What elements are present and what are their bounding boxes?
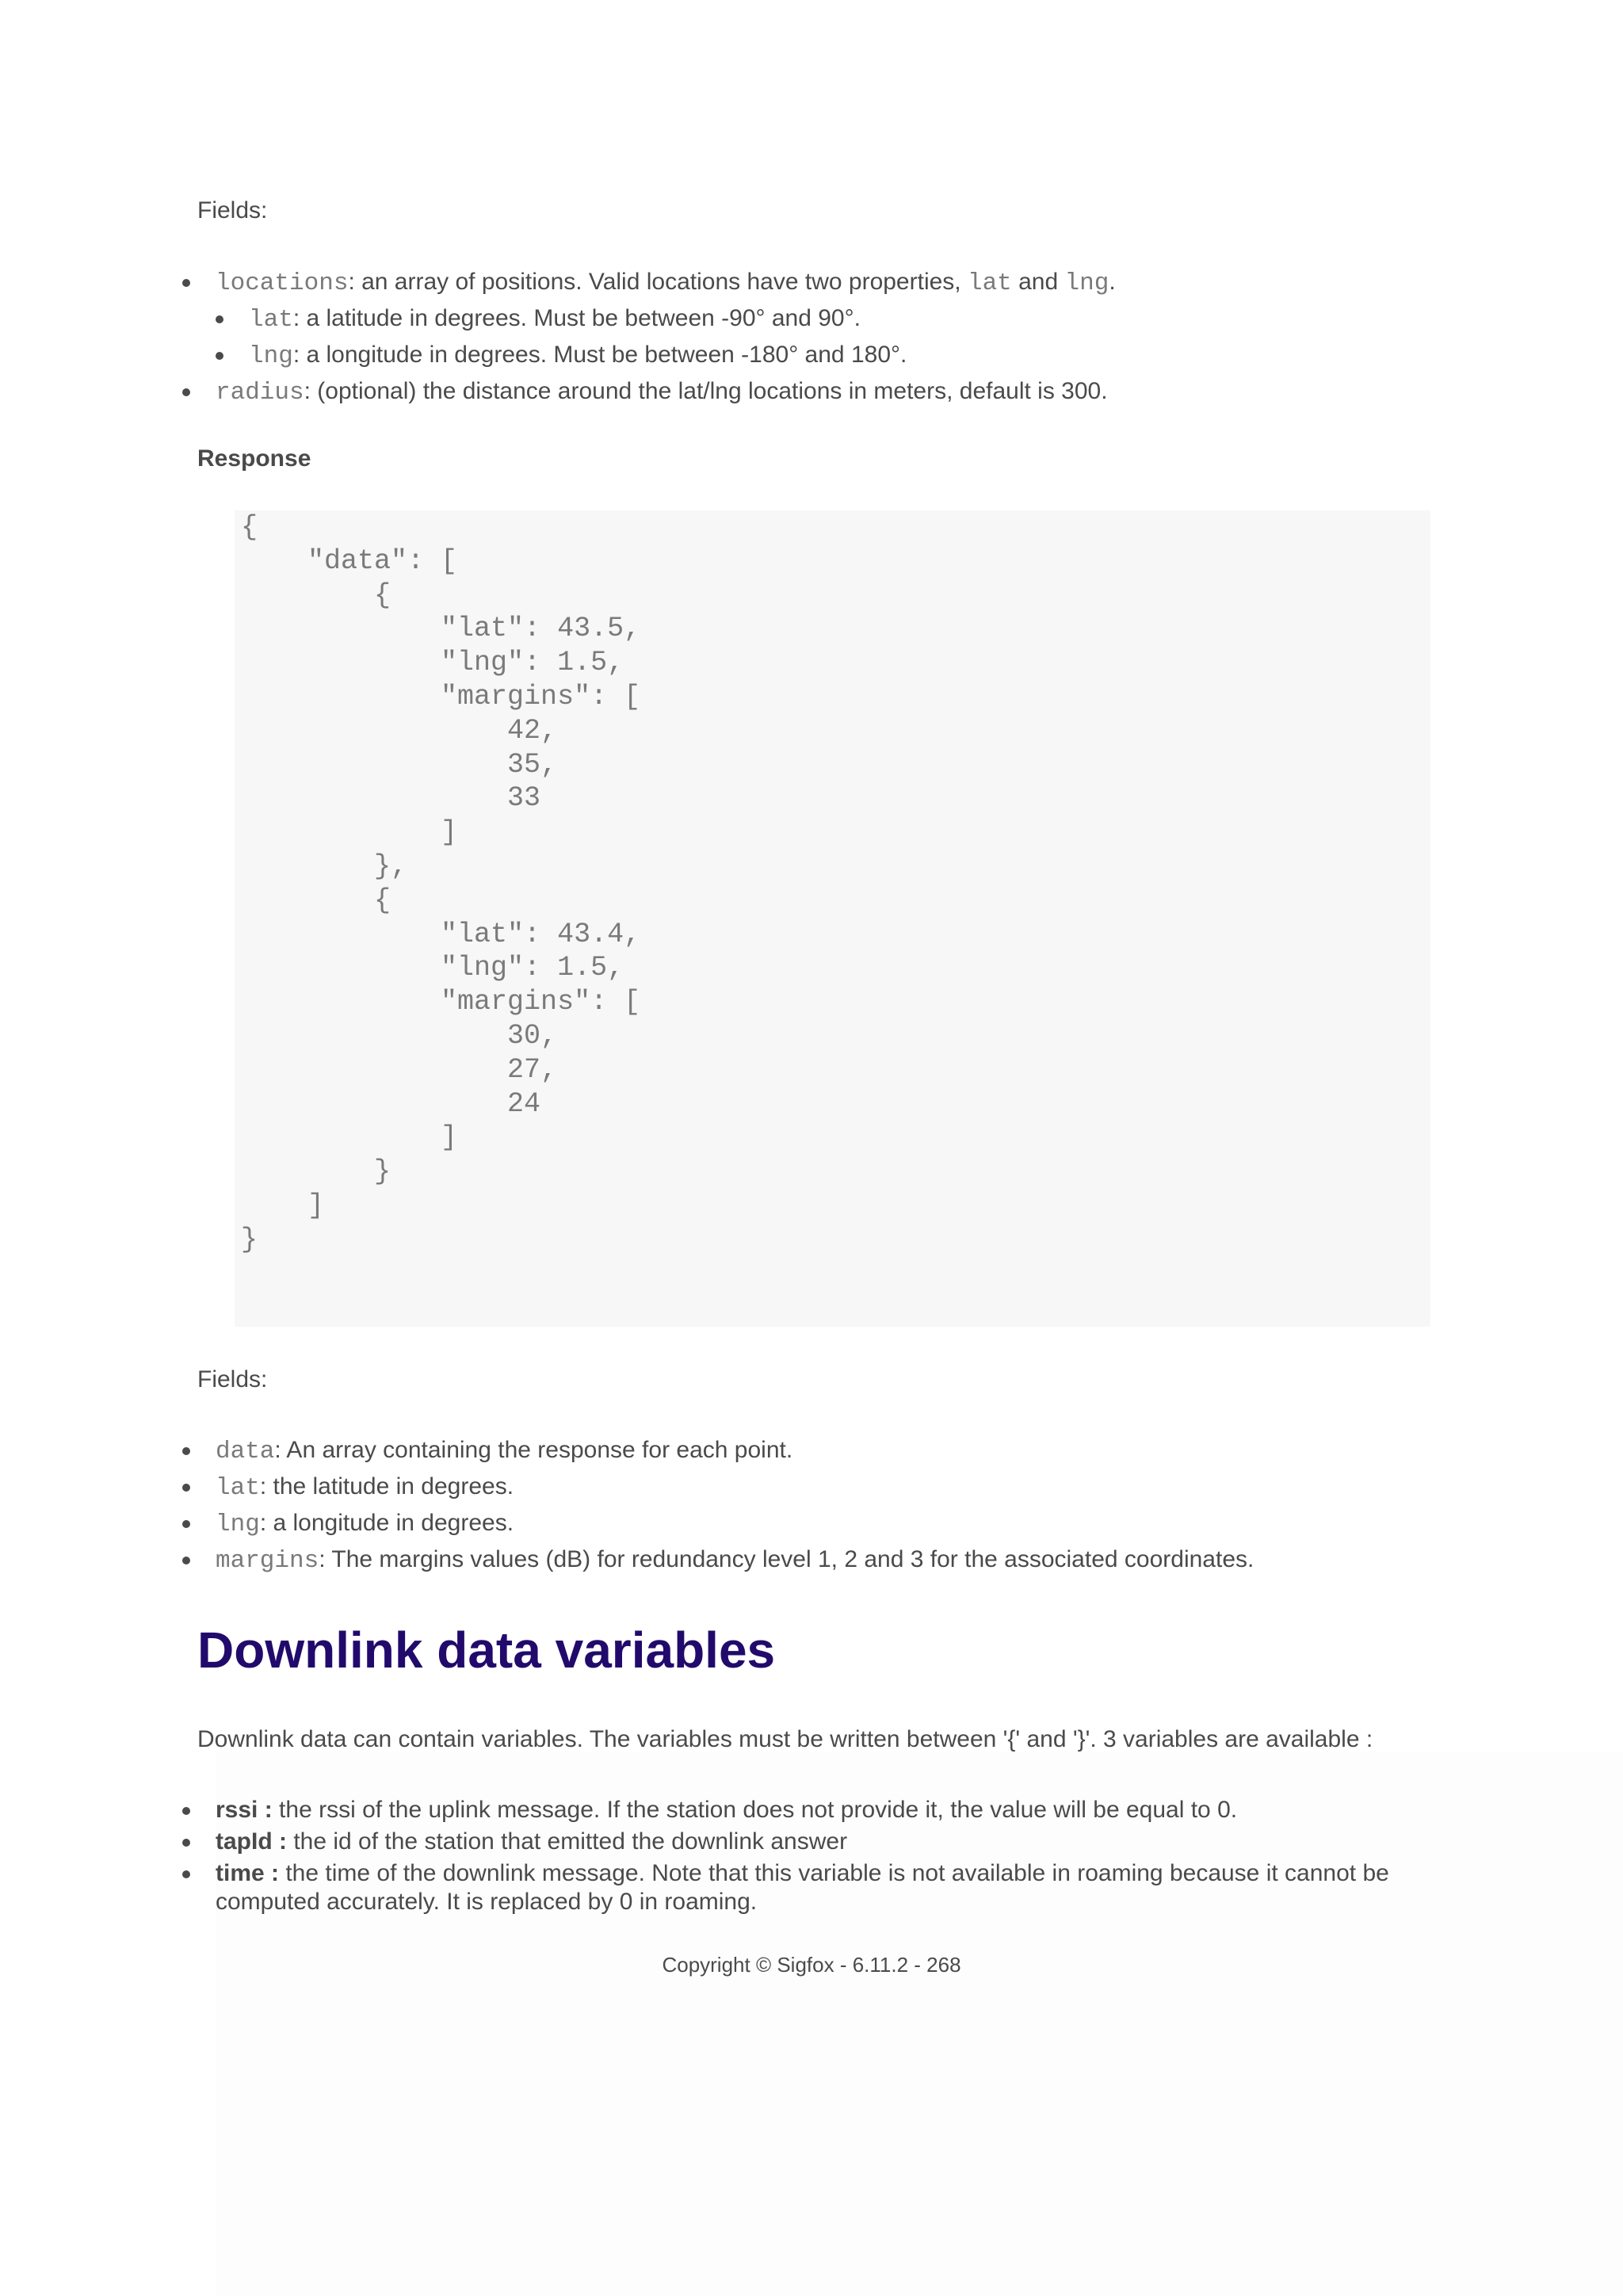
list-item: rssi : the rssi of the uplink message. If the station does not provide it, the value will be equal to 0. xyxy=(182,1796,1419,1824)
list-item: tapId : the id of the station that emitted the downlink answer xyxy=(182,1828,1419,1856)
list-item: radius: (optional) the distance around the lat/lng locations in meters, default is 300. xyxy=(182,374,1450,411)
variable-name: rssi : xyxy=(216,1797,273,1823)
downlink-variables-list xyxy=(182,1793,1419,1916)
field-name: lng xyxy=(216,1511,260,1538)
response-fields-list xyxy=(182,1433,1450,1579)
list-item: time : the time of the downlink message. Note that this variable is not available in roaming because it cannot be computed accurately. It is replaced by 0 in roaming. xyxy=(182,1859,1419,1916)
field-name: lat xyxy=(249,306,293,334)
variable-name: tapId : xyxy=(216,1828,287,1855)
fields-heading: Fields: xyxy=(197,197,268,223)
fields-heading: Fields: xyxy=(197,1366,268,1392)
field-name: radius xyxy=(216,379,304,407)
list-item: data: An array containing the response for each point. xyxy=(182,1433,1450,1469)
field-name: margins xyxy=(216,1547,319,1575)
list-item: lat: a latitude in degrees. Must be between -90° and 90°. xyxy=(182,301,1450,338)
downlink-intro: Downlink data can contain variables. The variables must be written between '{' and '}'. 3 variables are available : xyxy=(197,1726,1373,1752)
list-item: lng: a longitude in degrees. Must be between -180° and 180°. xyxy=(182,338,1450,374)
page-footer: Copyright © Sigfox - 6.11.2 - 268 xyxy=(662,1953,961,1977)
field-name: lat xyxy=(216,1474,260,1502)
list-item: lng: a longitude in degrees. xyxy=(182,1506,1450,1542)
list-item: margins: The margins values (dB) for redundancy level 1, 2 and 3 for the associated coordinates. xyxy=(182,1542,1450,1579)
variable-name: time : xyxy=(216,1860,280,1886)
code-sample: { "data": [ { "lat": 43.5, "lng": 1.5, "margins": [ 42, 35, 33 ] }, { "lat": 43.4, "lng": 1.5, "margins": [ 30, 27, 24 ] } ] } xyxy=(241,511,641,1255)
list-item: locations: an array of positions. Valid locations have two properties, lat and lng. xyxy=(182,265,1450,301)
field-name: data xyxy=(216,1438,275,1465)
response-code-block xyxy=(235,510,1430,1327)
field-name: locations xyxy=(216,269,349,297)
list-item: lat: the latitude in degrees. xyxy=(182,1469,1450,1506)
section-title: Downlink data variables xyxy=(197,1622,776,1679)
response-heading: Response xyxy=(197,445,311,472)
request-fields-list xyxy=(182,265,1450,411)
field-name: lng xyxy=(249,342,293,370)
